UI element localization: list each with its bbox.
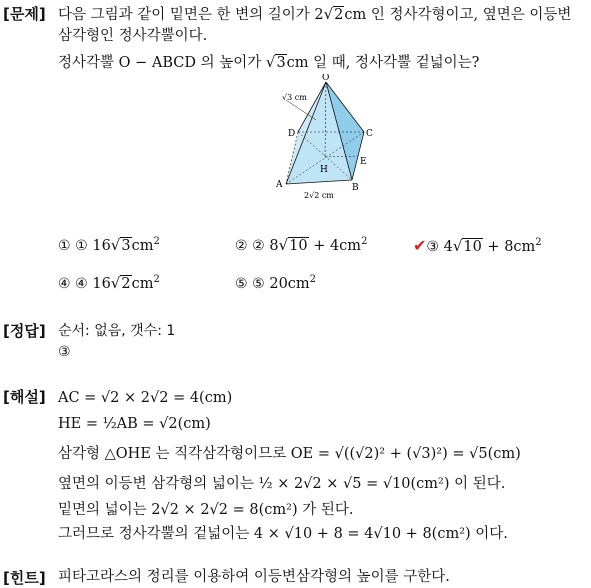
option-circle: ④ <box>58 276 71 292</box>
option-text: cm <box>131 276 154 292</box>
vertex-label-b: B <box>352 183 359 193</box>
option-circle: ① <box>58 238 71 254</box>
option-number: ③ <box>426 239 439 255</box>
problem-text: 다음 그림과 같이 밑면은 한 변의 길이가 2 <box>58 7 324 23</box>
option-4[interactable]: ④ ④ $16√2cm^2$ <box>58 274 160 292</box>
option-text: + 8cm <box>482 239 536 255</box>
option-text: 16 <box>92 238 111 254</box>
answer-label: [정답] <box>3 322 46 340</box>
option-3[interactable]: ✔③ $4√10 + 8cm^2$ <box>413 236 542 255</box>
option-text: 4 <box>443 239 453 255</box>
option-text: cm <box>131 238 154 254</box>
base-label: 2√2 cm <box>304 191 334 200</box>
option-text: + 4cm <box>308 238 362 254</box>
sqrt-expression: √2 <box>110 274 131 292</box>
problem-line-3 <box>58 52 479 73</box>
option-number: ① <box>75 238 88 254</box>
hint-text: 피타고라스의 정리를 이용하여 이등변삼각형의 높이를 구한다. <box>58 569 450 585</box>
option-number: ⑤ <box>252 275 265 292</box>
solution-line-5: 밑면의 넓이는 2√2 × 2√2 = 8(cm²) 가 된다. <box>58 502 354 518</box>
hint-label: [힌트] <box>3 569 46 587</box>
option-2[interactable]: ② ② $8√10 + 4cm^2$ <box>235 236 368 254</box>
pyramid-figure <box>268 74 378 202</box>
solution-line-4: 옆면의 이등변 삼각형의 넓이는 ½ × 2√2 × √5 = √10(cm²) 이 된다. <box>58 476 506 492</box>
sqrt-expression: √3 <box>110 236 131 254</box>
solution-label: [해설] <box>3 388 46 406</box>
sqrt-expression: √10 <box>278 236 308 254</box>
problem-text: cm 일 때, 정사각뿔 겉넓이는? <box>286 55 480 71</box>
option-circle: ⑤ <box>235 275 248 292</box>
solution-line-1: AC = √2 × 2√2 = 4(cm) <box>58 390 233 406</box>
vertex-label-c: C <box>366 129 373 139</box>
solution-line-2: HE = ½AB = √2(cm) <box>58 416 211 432</box>
option-number: ② <box>252 238 265 254</box>
sqrt-expression: √3 <box>265 53 286 71</box>
answer-value: ③ <box>58 344 71 360</box>
sqrt-expression: √10 <box>452 237 482 255</box>
option-1[interactable]: ① ① $16√3cm^2$ <box>58 236 160 254</box>
option-5[interactable]: ⑤ ⑤ $20cm^2$ <box>235 274 317 292</box>
option-text: 16 <box>92 276 111 292</box>
problem-text: cm 인 정사각형이고, 옆면은 이등변 <box>344 7 572 23</box>
height-label: √3 cm <box>282 93 307 102</box>
option-circle: ② <box>235 238 248 254</box>
problem-label: [문제] <box>3 5 46 23</box>
vertex-label-d: D <box>288 129 296 139</box>
option-text: 20cm <box>269 275 310 292</box>
option-number: ④ <box>75 276 88 292</box>
answer-order-count: 순서: 없음, 갯수: 1 <box>58 323 176 339</box>
option-text: 8 <box>269 238 279 254</box>
vertex-label-o: O <box>322 74 330 83</box>
solution-line-3: 삼각형 △OHE 는 직각삼각형이므로 OE = √((√2)² + (√3)²) = √5(cm) <box>58 446 521 462</box>
problem-line-2: 삼각형인 정사각뿔이다. <box>58 28 208 44</box>
sqrt-expression: √2 <box>323 5 344 23</box>
point-label-h: H <box>320 165 328 175</box>
solution-line-6: 그러므로 정사각뿔의 겉넓이는 4 × √10 + 8 = 4√10 + 8(cm²) 이다. <box>58 526 508 542</box>
vertex-label-a: A <box>276 180 283 190</box>
checkmark-icon: ✔ <box>413 236 427 255</box>
problem-text: 정사각뿔 O − ABCD 의 높이가 <box>58 55 266 71</box>
problem-line-1 <box>58 4 571 25</box>
point-label-e: E <box>360 157 367 167</box>
